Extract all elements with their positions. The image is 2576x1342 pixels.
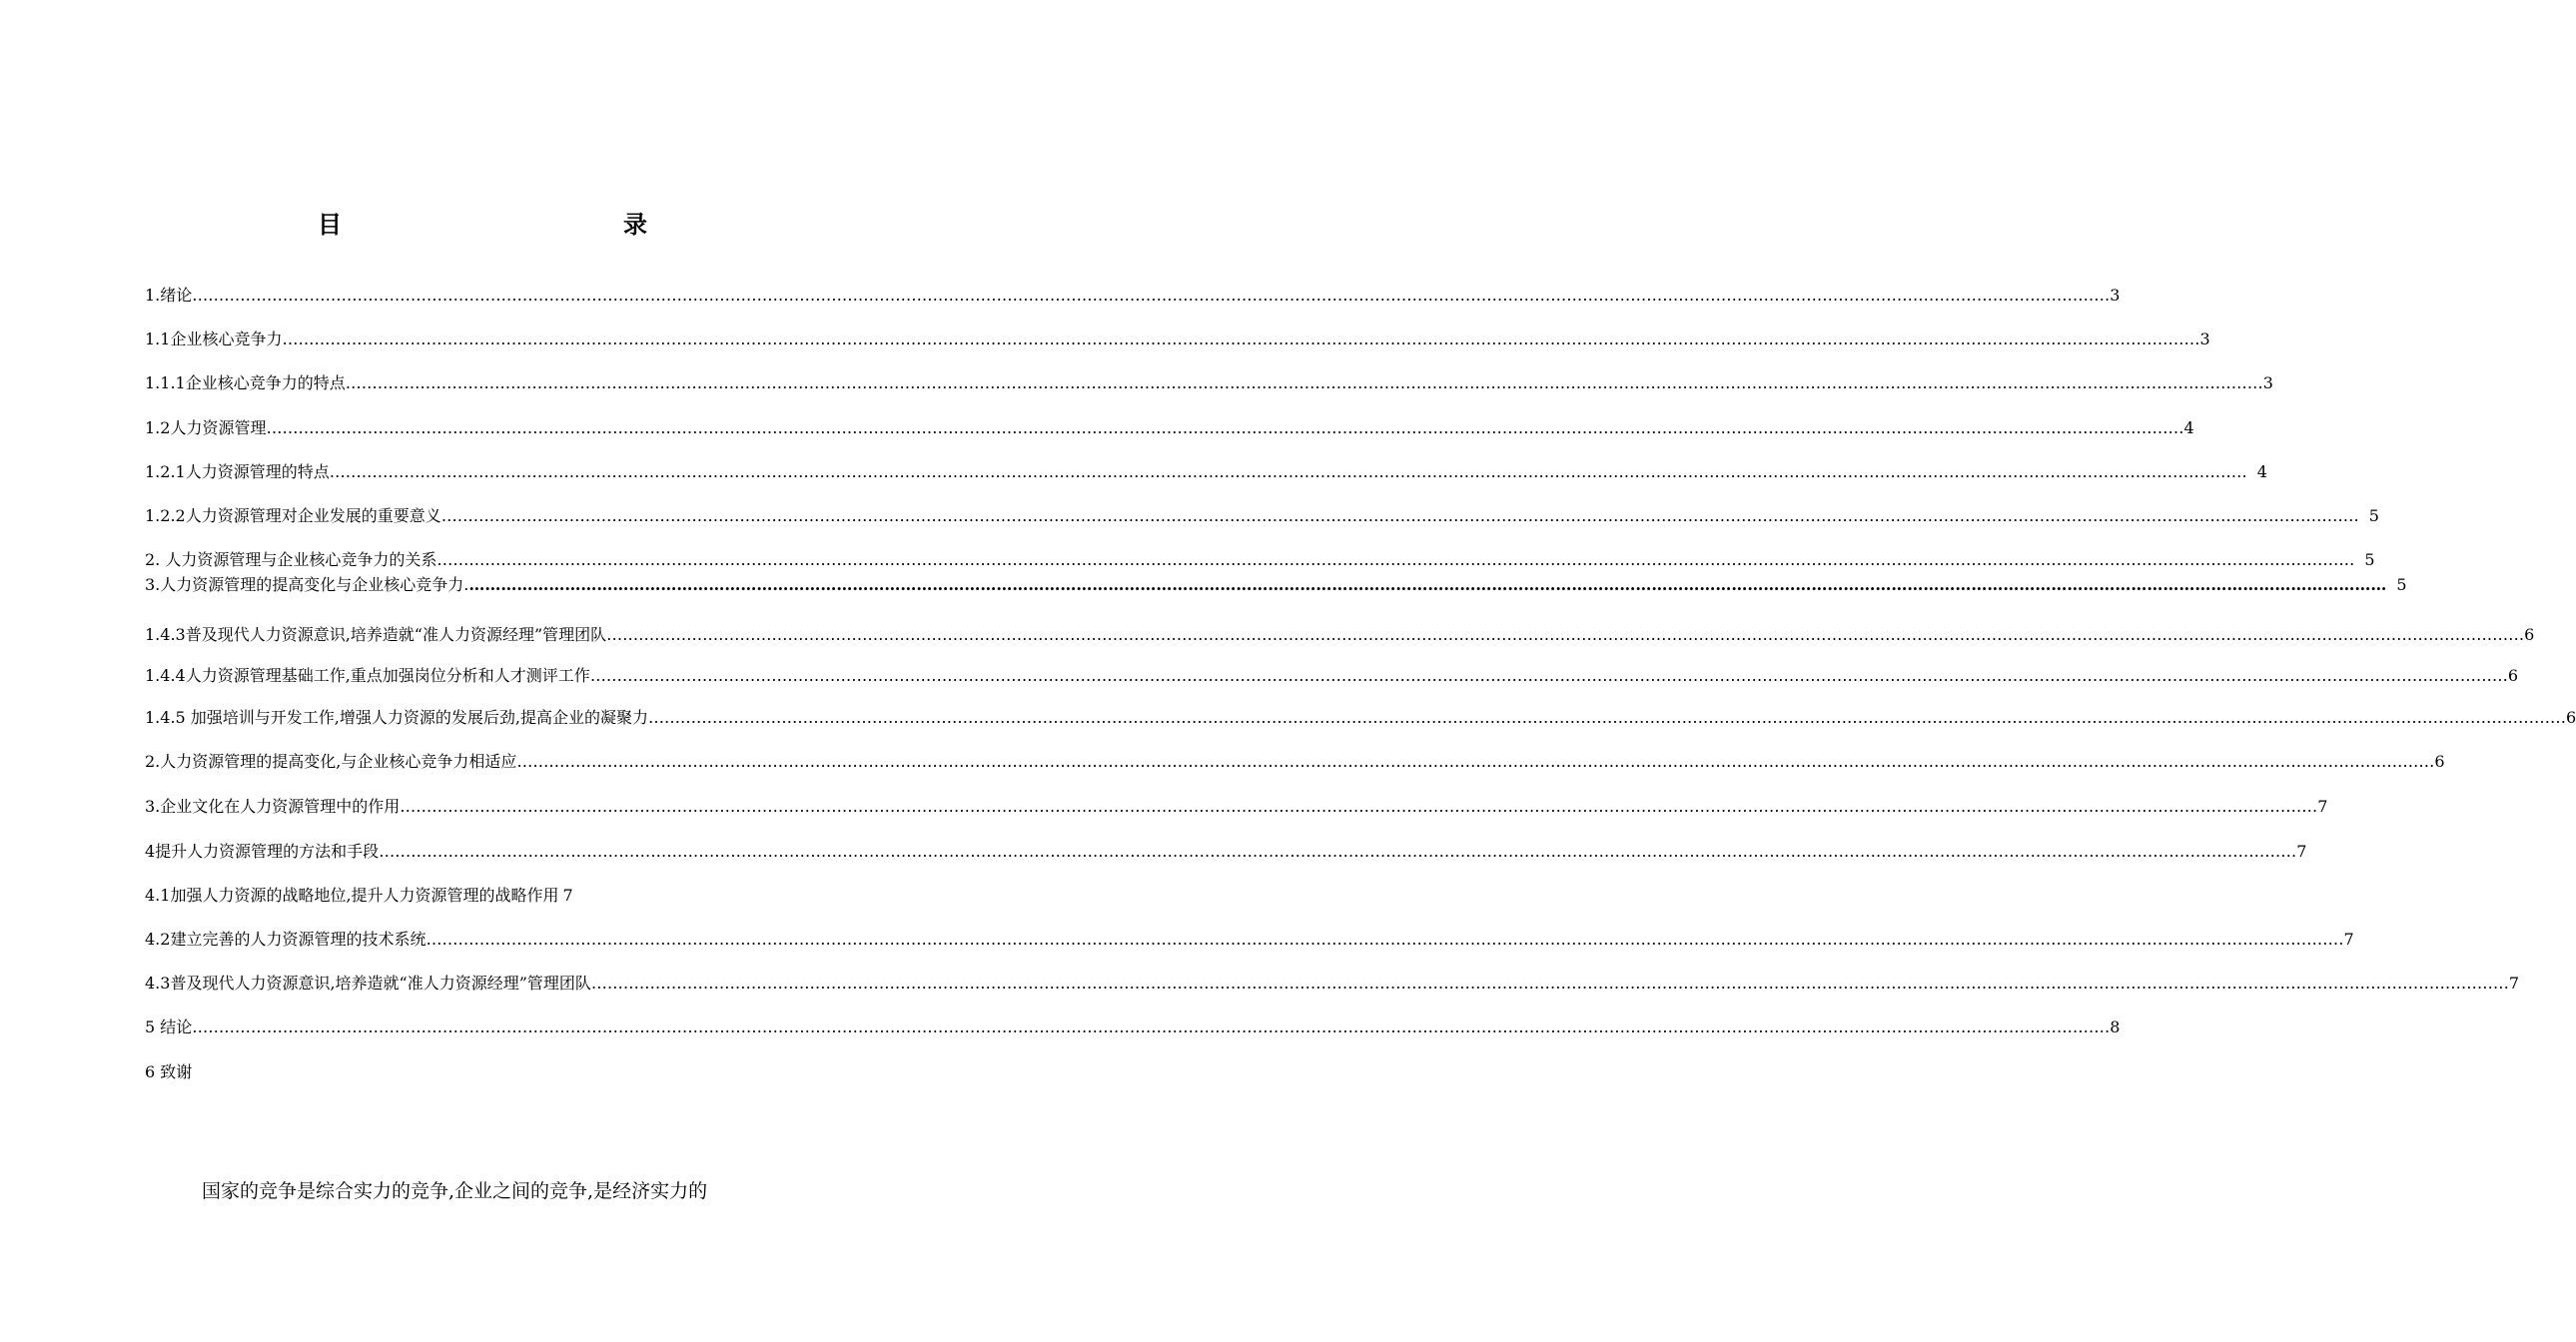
toc-leader-dots: ………………………………………………………………………………………………………………………………………………………………………………………………………………………………………………………………………………………………………………………………	[266, 418, 2184, 437]
toc-entry-page-number: 7	[2508, 974, 2520, 993]
toc-entry[interactable]	[145, 1061, 345, 1083]
toc-leader-dots: ………………………………………………………………………………………………………………………………………………………………………………………………………………………………………………………………………………………………………………………………	[345, 373, 2263, 392]
toc-title-char-1: 目	[318, 210, 342, 239]
toc-entry-text: 3.人力资源管理的提高变化与企业核心竞争力.	[145, 575, 469, 594]
toc-entry-text: 1.2人力资源管理	[145, 418, 267, 437]
toc-entry-text: 1.绪论	[145, 286, 193, 305]
toc-entry[interactable]	[145, 665, 2518, 687]
toc-leader-dots: ………………………………………………………………………………………………………………………………………………………………………………………………………………………………………………………………………………………………………………………………	[440, 506, 2359, 525]
toc-entry[interactable]	[145, 841, 2307, 863]
toc-entry[interactable]	[145, 1016, 2121, 1038]
toc-leader-dots: ………………………………………………………………………………………………………………………………………………………………………………………………………………………………………………………………………………………………………………………………	[589, 666, 2508, 685]
toc-leader-dots: ………………………………………………………………………………………………………………………………………………………………………………………………………………………………………………………………………………………………………………………………	[468, 575, 2387, 594]
toc-entry[interactable]	[145, 372, 2273, 394]
toc-entry[interactable]	[145, 285, 2121, 307]
toc-entry-page-number: 7	[562, 886, 573, 905]
toc-leader-dots: ………………………………………………………………………………………………………………………………………………………………………………………………………………………………………………………………………………………………………………………………	[282, 330, 2200, 348]
toc-leader-dots: ………………………………………………………………………………………………………………………………………………………………………………………………………………………………………………………………………………………………………………………………	[379, 842, 2297, 861]
toc-entry-text: 4.2建立完善的人力资源管理的技术系统	[145, 930, 427, 949]
toc-entry[interactable]	[145, 549, 2375, 571]
toc-entry[interactable]	[145, 707, 2576, 729]
toc-entry-text: 1.1.1企业核心竞争力的特点	[145, 373, 346, 392]
toc-entry-page-number: 5	[2364, 550, 2375, 569]
toc-entry-page-number: 3	[2110, 286, 2121, 305]
toc-leader-dots: ………………………………………………………………………………………………………………………………………………………………………………………………………………………………………………………………………………………………………………………………	[436, 550, 2355, 569]
toc-entry-text: 5 结论	[145, 1017, 193, 1036]
toc-leader-dots: ………………………………………………………………………………………………………………………………………………………………………………………………………………………………………………………………………………………………………………………………	[647, 708, 2566, 727]
toc-entry-text: 3.企业文化在人力资源管理中的作用	[145, 797, 401, 816]
toc-leader-dots: ………………………………………………………………………………………………………………………………………………………………………………………………………………………………………………………………………………………………………………………………	[606, 625, 2525, 644]
toc-entry-page-number: 6	[2434, 752, 2445, 771]
toc-leader-dots: ………………………………………………………………………………………………………………………………………………………………………………………………………………………………………………………………………………………………………………………………	[329, 462, 2247, 481]
toc-entry-text: 1.1企业核心竞争力	[145, 330, 283, 348]
toc-entry[interactable]	[145, 796, 2328, 818]
toc-entry-page-number: 8	[2110, 1017, 2121, 1036]
toc-entry[interactable]	[145, 505, 2379, 527]
toc-title	[0, 205, 949, 245]
toc-entry-page-number: 7	[2296, 842, 2307, 861]
toc-leader-dots: ………………………………………………………………………………………………………………………………………………………………………………………………………………………………………………………………………………………………………………………………	[516, 752, 2435, 771]
toc-entry-page-number: 6	[2507, 666, 2518, 685]
toc-entry-page-number: 4	[2183, 418, 2194, 437]
toc-entry-page-number: 4	[2256, 462, 2267, 481]
toc-entry-text: 1.2.2人力资源管理对企业发展的重要意义	[145, 506, 441, 525]
toc-entry-page-number: 5	[2368, 506, 2379, 525]
toc-entry-page-number: 3	[2262, 373, 2273, 392]
toc-leader-dots: ………………………………………………………………………………………………………………………………………………………………………………………………………………………………………………………………………………………………………………………………	[400, 797, 2318, 816]
toc-entry[interactable]	[145, 461, 2267, 483]
toc-entry-page-number: 5	[2396, 575, 2407, 594]
toc-entry-text: 1.4.5 加强培训与开发工作,增强人力资源的发展后劲,提高企业的凝聚力	[145, 708, 648, 727]
toc-entry-page-number: 7	[2317, 797, 2328, 816]
body-paragraph: 国家的竞争是综合实力的竞争,企业之间的竞争,是经济实力的	[202, 1180, 708, 1202]
toc-entry-page-number: 7	[2343, 930, 2354, 949]
toc-entry-text: 6 致谢	[145, 1062, 193, 1081]
toc-entry[interactable]	[145, 751, 2445, 773]
toc-entry-text: 4.3普及现代人力资源意识,培养造就“准人力资源经理”管理团队	[145, 974, 591, 993]
toc-entry-text: 1.4.3普及现代人力资源意识,培养造就“准人力资源经理”管理团队	[145, 625, 607, 644]
toc-title-char-2: 录	[623, 210, 647, 239]
toc-entry[interactable]	[145, 417, 2194, 439]
toc-entry-text: 1.4.4人力资源管理基础工作,重点加强岗位分析和人才测评工作	[145, 666, 590, 685]
toc-entry[interactable]	[145, 885, 799, 907]
toc-entry-text: 2. 人力资源管理与企业核心竞争力的关系	[145, 550, 437, 569]
toc-entry-page-number: 6	[2524, 625, 2535, 644]
toc-entry-page-number: 3	[2199, 330, 2210, 348]
toc-entry-text: 4.1加强人力资源的战略地位,提升人力资源管理的战略作用	[145, 886, 559, 905]
toc-entry[interactable]	[145, 574, 2407, 596]
toc-leader-dots: ………………………………………………………………………………………………………………………………………………………………………………………………………………………………………………………………………………………………………………………………	[426, 930, 2344, 949]
toc-entry[interactable]	[145, 973, 2520, 995]
toc-entry-text: 1.2.1人力资源管理的特点	[145, 462, 330, 481]
toc-entry[interactable]	[145, 624, 2535, 646]
toc-leader-dots: ………………………………………………………………………………………………………………………………………………………………………………………………………………………………………………………………………………………………………………………………	[192, 286, 2111, 305]
toc-entry[interactable]	[145, 329, 2210, 350]
toc-leader-dots: ………………………………………………………………………………………………………………………………………………………………………………………………………………………………………………………………………………………………………………………………	[192, 1017, 2111, 1036]
toc-entry-page-number: 6	[2565, 708, 2576, 727]
toc-entry[interactable]	[145, 929, 2354, 951]
toc-entry-text: 4提升人力资源管理的方法和手段	[145, 842, 380, 861]
toc-entry-text: 2.人力资源管理的提高变化,与企业核心竞争力相适应	[145, 752, 517, 771]
toc-leader-dots: ………………………………………………………………………………………………………………………………………………………………………………………………………………………………………………………………………………………………………………………………	[590, 974, 2509, 993]
